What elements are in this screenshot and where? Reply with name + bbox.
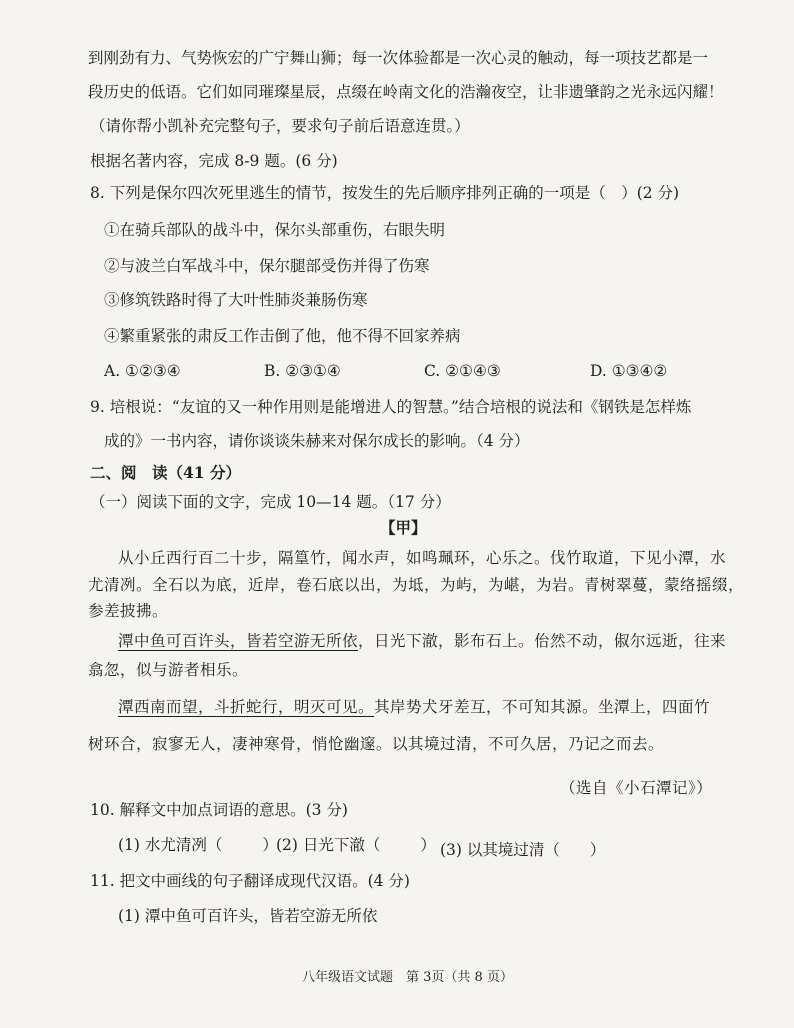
question-8-option-d: D. ①③④② bbox=[590, 362, 668, 380]
question-10-item-2-text: (2) 日光下澈（ bbox=[276, 836, 381, 854]
question-8-item-1: ①在骑兵部队的战斗中，保尔头部重伤，右眼失明 bbox=[104, 221, 446, 239]
question-10-item-1 bbox=[118, 835, 278, 855]
passage-p1-line-1: 从小丘西行百二十步，隔篁竹，闻水声，如鸣珮环，心乐之。伐竹取道，下见小潭，水 bbox=[118, 549, 727, 567]
question-10-item-1-text: (1) 水尤清冽（ bbox=[118, 836, 223, 854]
close-paren-3: ） bbox=[589, 841, 606, 859]
passage-p2-line-2: 翕忽，似与游者相乐。 bbox=[88, 661, 249, 679]
section-title: 二、阅 读（41 分） bbox=[90, 463, 241, 482]
question-8-option-a: A. ①②③④ bbox=[104, 362, 181, 380]
question-9-line-2: 成的》一书内容，请你谈谈朱赫来对保尔成长的影响。（4 分） bbox=[104, 432, 530, 450]
question-8-item-3: ③修筑铁路时得了大叶性肺炎兼肠伤寒 bbox=[104, 291, 368, 309]
question-8-option-c: C. ②①④③ bbox=[424, 362, 501, 380]
question-9-line-1: 9. 培根说：“友谊的又一种作用则是能增进人的智慧。”结合培根的说法和《钢铁是怎样炼 bbox=[90, 398, 692, 416]
question-10-item-3 bbox=[440, 840, 605, 860]
question-10-stem: 10. 解释文中加点词语的意思。(3 分) bbox=[90, 801, 348, 819]
close-paren-1: ） bbox=[262, 836, 278, 854]
question-8-option-b: B. ②③①④ bbox=[264, 362, 341, 380]
passage-p2-rest: ，日光下澈，影布石上。佁然不动，俶尔远逝，往来 bbox=[358, 632, 727, 650]
question-8-item-2: ②与波兰白军战斗中，保尔腿部受伤并得了伤寒 bbox=[104, 257, 430, 275]
passage-p3-line-1 bbox=[118, 697, 710, 717]
question-10-item-3-text: (3) 以其境过清（ bbox=[440, 841, 560, 859]
passage-p3-rest: 其岸势犬牙差互，不可知其源。坐潭上，四面竹 bbox=[374, 698, 711, 716]
question-10-item-2 bbox=[276, 835, 436, 855]
intro-line-1: 到刚劲有力、气势恢宏的广宁舞山狮；每一次体验都是一次心灵的触动，每一项技艺都是一 bbox=[88, 49, 709, 67]
page-footer: 八年级语文试题 第 3页（共 8 页） bbox=[302, 970, 513, 985]
passage-source: （选自《小石潭记》） bbox=[560, 779, 713, 797]
passage-p3-line-2: 树环合，寂寥无人，凄神寒骨，悄怆幽邃。以其境过清，不可久居，乃记之而去。 bbox=[88, 735, 665, 753]
passage-label: 【甲】 bbox=[380, 518, 427, 537]
question-11-stem: 11. 把文中画线的句子翻译成现代汉语。(4 分) bbox=[90, 872, 410, 890]
passage-p1-line-2: 尤清冽。全石以为底，近岸，卷石底以出，为坻，为屿，为嵁，为岩。青树翠蔓，蒙络摇缀， bbox=[88, 576, 745, 594]
underlined-sentence-1: 潭中鱼可百许头，皆若空游无所依 bbox=[118, 632, 359, 650]
passage-p1-line-3: 参差披拂。 bbox=[88, 602, 169, 620]
intro-line-2: 段历史的低语。它们如同璀璨星辰，点缀在岭南文化的浩瀚夜空，让非遗肇韵之光永远闪耀！ bbox=[88, 83, 724, 101]
reading-instruction: 根据名著内容，完成 8-9 题。(6 分) bbox=[90, 152, 338, 170]
intro-instruction: （请你帮小凯补充完整句子，要求句子前后语意连贯。） bbox=[90, 117, 470, 135]
question-8-item-4: ④繁重紧张的肃反工作击倒了他，他不得不回家养病 bbox=[104, 327, 461, 345]
passage-p2-line-1 bbox=[118, 631, 726, 651]
section-subtitle: （一）阅读下面的文字，完成 10—14 题。（17 分） bbox=[90, 493, 451, 511]
question-8-stem: 8. 下列是保尔四次死里逃生的情节，按发生的先后顺序排列正确的一项是（ ）(2 分) bbox=[90, 184, 680, 202]
underlined-sentence-2: 潭西南而望，斗折蛇行，明灭可见。 bbox=[118, 698, 375, 716]
question-11-item-1: (1) 潭中鱼可百许头，皆若空游无所依 bbox=[118, 907, 378, 925]
close-paren-2: ） bbox=[420, 836, 436, 854]
